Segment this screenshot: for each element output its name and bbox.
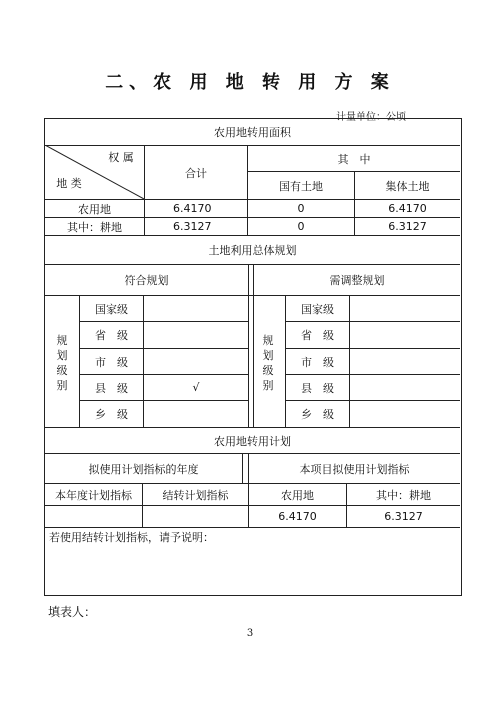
- total-value: 6.4170: [173, 202, 212, 215]
- collective-value: 6.4170: [388, 202, 427, 215]
- total-value: 6.3127: [173, 220, 212, 233]
- conform-check: [144, 349, 248, 374]
- state-value: 0: [297, 220, 305, 233]
- state-value: 0: [297, 202, 305, 215]
- divider: [349, 295, 350, 427]
- diag-bottom-label: 地 类: [56, 177, 82, 190]
- adjust-plan-header: 需调整规划: [329, 274, 385, 287]
- plan-level-label: 规划级别: [56, 334, 68, 392]
- divider: [45, 527, 460, 528]
- carryover-header: 结转计划指标: [162, 488, 229, 502]
- collective-land-header: 集体土地: [385, 179, 430, 193]
- conform-plan-header: 符合规划: [124, 274, 169, 287]
- conform-check: [144, 322, 248, 348]
- annual-index-header: 拟使用计划指标的年度: [88, 462, 199, 476]
- project-index-header: 本项目拟使用计划指标: [299, 462, 410, 476]
- cultivated-value: 6.3127: [384, 510, 423, 523]
- level-city: 市 级: [95, 355, 128, 369]
- level-province: 省 级: [301, 329, 334, 342]
- row-label: 其中：耕地: [67, 220, 122, 234]
- conform-check-mark: √: [192, 381, 200, 394]
- level-township: 乡 级: [301, 408, 334, 421]
- level-township: 乡 级: [95, 408, 128, 421]
- farmland-header: 农用地: [281, 488, 314, 502]
- land-conversion-table: [44, 118, 462, 596]
- level-national: 国家级: [301, 302, 334, 316]
- annual-value: [45, 506, 142, 527]
- farmland-value: 6.4170: [278, 510, 317, 523]
- conversion-section-header: 农用地转用计划: [214, 434, 291, 448]
- divider: [242, 453, 243, 483]
- plan-section-header: 土地利用总体规划: [208, 244, 297, 257]
- level-province: 省 级: [95, 329, 128, 342]
- among-header: 其 中: [337, 152, 371, 166]
- cultivated-header: 其中：耕地: [376, 488, 431, 502]
- state-land-header: 国有土地: [279, 179, 323, 193]
- row-label: 农用地: [78, 202, 111, 216]
- filler-label: 填表人：: [48, 605, 97, 619]
- level-city: 市 级: [301, 355, 334, 369]
- carryover-value: [143, 506, 248, 527]
- level-county: 县 级: [301, 381, 334, 395]
- area-section-header: 农用地转用面积: [214, 126, 291, 139]
- annual-plan-header: 本年度计划指标: [55, 488, 132, 502]
- level-county: 县 级: [95, 381, 128, 395]
- level-national: 国家级: [95, 302, 128, 316]
- divider: [248, 264, 249, 427]
- plan-level-label: 规划级别: [262, 334, 274, 392]
- conform-check: [144, 296, 248, 321]
- total-header: 合计: [185, 166, 207, 180]
- page-title: 二、农 用 地 转 用 方 案: [105, 72, 395, 93]
- conform-check: [144, 401, 248, 427]
- measurement-unit: 计量单位：公顷: [336, 112, 406, 123]
- page-number: 3: [246, 628, 254, 639]
- carryover-note: 若使用结转计划指标，请予说明：: [49, 531, 214, 544]
- diag-top-label: 权 属: [108, 151, 134, 164]
- collective-value: 6.3127: [388, 220, 427, 233]
